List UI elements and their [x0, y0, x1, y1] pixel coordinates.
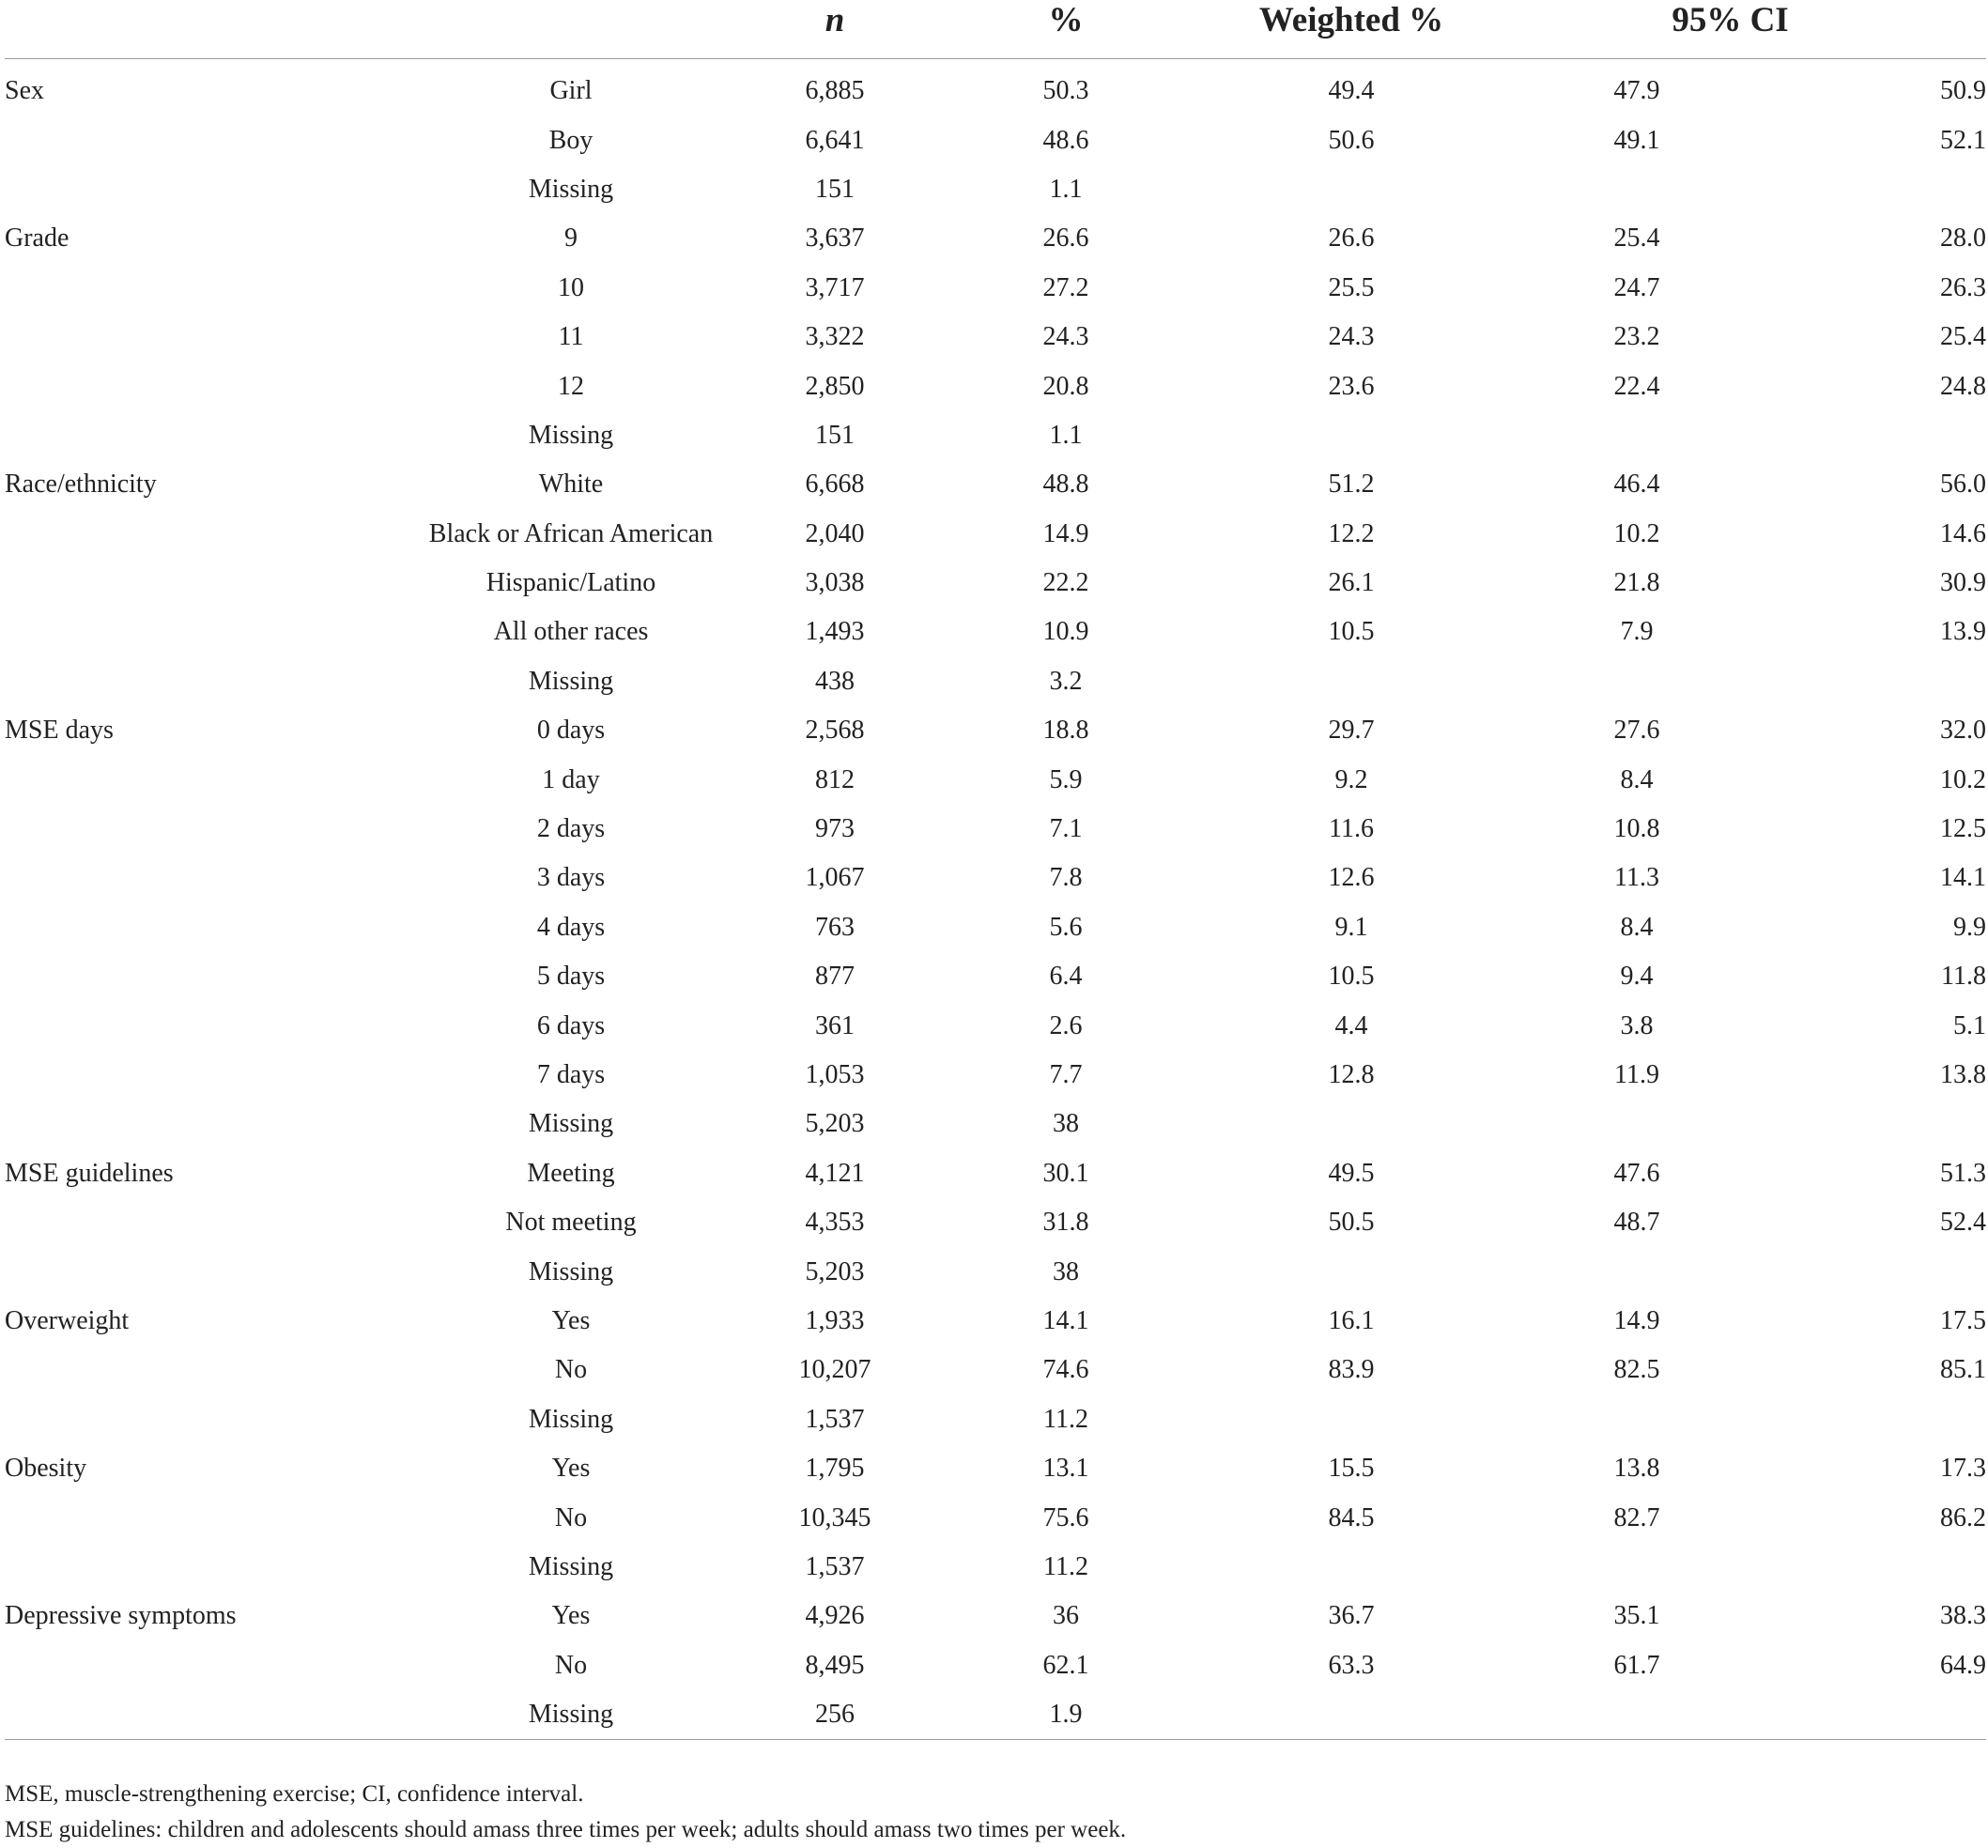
cell-category: 0 days — [536, 716, 606, 746]
cell-variable: Depressive symptoms — [5, 1601, 237, 1631]
cell-n: 151 — [815, 174, 855, 204]
cell-ci-lower: 25.4 — [1613, 223, 1660, 254]
cell-ci-lower: 7.9 — [1620, 617, 1654, 647]
cell-ci-lower — [1474, 657, 1799, 706]
cell-ci-upper — [1799, 1543, 1986, 1592]
cell-percent: 18.8 — [1042, 716, 1089, 746]
cell-variable — [5, 1001, 376, 1050]
cell-percent: 1.1 — [1049, 420, 1083, 450]
table-row — [5, 264, 1986, 313]
table-body — [5, 59, 1986, 1740]
cell-weighted-percent: 15.5 — [1328, 1454, 1375, 1484]
cell-weighted-percent — [1228, 1395, 1474, 1444]
cell-variable — [5, 1051, 376, 1100]
cell-n: 10,345 — [798, 1502, 871, 1532]
cell-category: Yes — [551, 1601, 591, 1631]
cell-variable — [5, 1543, 376, 1592]
cell-weighted-percent: 63.3 — [1328, 1650, 1375, 1680]
cell-weighted-percent — [1228, 165, 1474, 214]
table-row — [5, 805, 1986, 854]
cell-n: 973 — [815, 814, 855, 844]
cell-percent: 24.3 — [1042, 322, 1089, 352]
cell-ci-upper: 17.5 — [1940, 1305, 1986, 1335]
cell-weighted-percent: 36.7 — [1328, 1601, 1375, 1631]
cell-variable — [5, 805, 376, 854]
table-row — [5, 755, 1986, 804]
cell-n: 6,668 — [805, 470, 865, 500]
table-header-row — [5, 0, 1986, 59]
cell-variable — [5, 657, 376, 706]
cell-percent: 7.7 — [1049, 1060, 1083, 1089]
cell-n: 1,053 — [805, 1060, 865, 1089]
cell-category: Missing — [528, 1109, 614, 1139]
cell-weighted-percent: 10.5 — [1328, 617, 1375, 647]
cell-percent: 11.2 — [1043, 1551, 1088, 1581]
cell-weighted-percent: 83.9 — [1328, 1355, 1375, 1385]
cell-variable — [5, 1198, 376, 1247]
cell-percent: 48.8 — [1042, 470, 1089, 500]
cell-category: 12 — [558, 371, 584, 401]
table-row — [5, 952, 1986, 1001]
cell-category: Missing — [528, 1256, 614, 1286]
cell-percent: 50.3 — [1042, 76, 1089, 106]
table-row — [5, 214, 1986, 263]
header-confidence-interval: 95% CI — [1474, 0, 1986, 59]
cell-n: 2,850 — [805, 371, 865, 401]
table-row — [5, 1100, 1986, 1148]
cell-ci-lower — [1474, 1247, 1799, 1296]
cell-ci-lower: 8.4 — [1620, 764, 1654, 794]
table-row — [5, 1444, 1986, 1493]
cell-ci-upper — [1799, 1100, 1986, 1148]
cell-n: 2,568 — [805, 716, 865, 746]
header-percent: % — [903, 0, 1228, 59]
cell-category: Missing — [528, 174, 614, 204]
table-row — [5, 706, 1986, 755]
header-variable — [5, 0, 376, 59]
cell-percent: 30.1 — [1042, 1158, 1089, 1188]
cell-weighted-percent: 11.6 — [1329, 814, 1374, 844]
cell-ci-lower: 3.8 — [1620, 1010, 1654, 1040]
cell-weighted-percent: 23.6 — [1328, 371, 1375, 401]
table-row — [5, 313, 1986, 362]
cell-variable — [5, 510, 376, 559]
spacer-row — [5, 59, 1986, 68]
cell-ci-lower — [1474, 411, 1799, 460]
cell-n: 6,885 — [805, 76, 865, 106]
cell-percent: 14.1 — [1042, 1305, 1089, 1335]
cell-category: 6 days — [536, 1010, 606, 1040]
cell-category: 1 day — [542, 764, 600, 794]
cell-category: Hispanic/Latino — [485, 568, 656, 598]
cell-n: 361 — [815, 1010, 855, 1040]
cell-category: Yes — [551, 1454, 591, 1484]
cell-percent: 27.2 — [1042, 272, 1089, 302]
cell-variable: Obesity — [5, 1454, 87, 1484]
cell-category: No — [554, 1355, 588, 1385]
cell-n: 1,067 — [805, 863, 865, 893]
cell-n: 1,933 — [805, 1305, 865, 1335]
cell-variable: MSE guidelines — [5, 1158, 174, 1188]
cell-n: 2,040 — [805, 518, 865, 548]
table-row — [5, 1149, 1986, 1198]
cell-weighted-percent: 84.5 — [1328, 1502, 1375, 1532]
cell-category: Missing — [376, 1690, 766, 1740]
cell-ci-upper: 38.3 — [1940, 1601, 1986, 1631]
cell-percent: 7.8 — [1049, 863, 1083, 893]
cell-ci-upper: 13.9 — [1940, 617, 1986, 647]
cell-ci-lower: 22.4 — [1613, 371, 1660, 401]
cell-weighted-percent — [1228, 1100, 1474, 1148]
cell-weighted-percent: 12.2 — [1328, 518, 1375, 548]
table-row — [5, 67, 1986, 116]
cell-weighted-percent: 24.3 — [1328, 322, 1375, 352]
cell-ci-upper: 56.0 — [1940, 470, 1986, 500]
cell-n: 4,926 — [805, 1601, 865, 1631]
cell-percent: 3.2 — [1049, 666, 1083, 696]
cell-ci-upper: 14.1 — [1940, 863, 1986, 893]
cell-variable — [5, 1690, 376, 1740]
table-row — [5, 362, 1986, 410]
cell-variable — [5, 1493, 376, 1542]
cell-weighted-percent — [1228, 1543, 1474, 1592]
cell-percent: 74.6 — [1042, 1355, 1089, 1385]
cell-category: Missing — [528, 1404, 614, 1434]
cell-percent: 5.6 — [1049, 912, 1083, 942]
cell-ci-lower: 10.8 — [1613, 814, 1660, 844]
table-row — [5, 1395, 1986, 1444]
cell-n: 877 — [815, 962, 855, 992]
table-row — [5, 1247, 1986, 1296]
cell-percent: 38 — [1053, 1256, 1079, 1286]
cell-ci-upper — [1799, 165, 1986, 214]
cell-ci-lower — [1474, 1543, 1799, 1592]
cell-ci-lower: 47.6 — [1613, 1158, 1660, 1188]
cell-n: 1,795 — [805, 1454, 865, 1484]
cell-category: 2 days — [536, 814, 606, 844]
cell-category: 5 days — [536, 962, 606, 992]
cell-ci-lower: 13.8 — [1613, 1454, 1660, 1484]
cell-ci-upper: 32.0 — [1940, 716, 1986, 746]
cell-weighted-percent: 29.7 — [1328, 716, 1375, 746]
cell-variable — [5, 903, 376, 952]
cell-percent: 48.6 — [1042, 125, 1089, 155]
cell-variable — [5, 608, 376, 656]
cell-ci-upper — [1799, 657, 1986, 706]
cell-variable — [5, 313, 376, 362]
cell-n: 6,641 — [805, 125, 865, 155]
cell-category: 9 — [564, 223, 578, 254]
cell-ci-lower: 46.4 — [1613, 470, 1660, 500]
cell-weighted-percent: 25.5 — [1328, 272, 1375, 302]
header-n: n — [766, 0, 903, 59]
cell-ci-lower: 27.6 — [1613, 716, 1660, 746]
cell-weighted-percent: 49.5 — [1328, 1158, 1375, 1188]
cell-ci-lower: 11.9 — [1614, 1060, 1659, 1089]
cell-category: Not meeting — [505, 1208, 637, 1238]
cell-variable: MSE days — [5, 716, 114, 746]
cell-percent: 14.9 — [1042, 518, 1089, 548]
cell-ci-upper: 28.0 — [1940, 223, 1986, 254]
cell-n: 1,537 — [805, 1551, 865, 1581]
table-row — [5, 1346, 1986, 1394]
table-row — [5, 1198, 1986, 1247]
cell-ci-upper: 85.1 — [1940, 1355, 1986, 1385]
cell-ci-upper: 10.2 — [1940, 764, 1986, 794]
cell-n: 1,493 — [805, 617, 865, 647]
cell-category: 11 — [558, 322, 584, 352]
cell-ci-lower: 61.7 — [1613, 1650, 1660, 1680]
cell-percent: 22.2 — [1042, 568, 1089, 598]
cell-weighted-percent — [1228, 1690, 1474, 1740]
cell-n: 3,038 — [805, 568, 865, 598]
cell-category: No — [554, 1650, 588, 1680]
cell-ci-upper: 86.2 — [1940, 1502, 1986, 1532]
cell-percent: 38 — [1053, 1109, 1079, 1139]
footnote-abbreviations: MSE, muscle-strengthening exercise; CI, confidence interval. — [5, 1781, 584, 1807]
cell-ci-upper: 17.3 — [1940, 1454, 1986, 1484]
cell-ci-lower — [1474, 1100, 1799, 1148]
cell-ci-lower: 47.9 — [1613, 76, 1660, 106]
table-row — [5, 411, 1986, 460]
cell-percent: 31.8 — [1042, 1208, 1089, 1238]
table-row — [5, 510, 1986, 559]
cell-ci-upper: 64.9 — [1940, 1650, 1986, 1680]
table-row — [5, 1001, 1986, 1050]
cell-variable: Race/ethnicity — [5, 470, 157, 500]
cell-ci-upper: 12.5 — [1940, 814, 1986, 844]
cell-category: White — [538, 470, 604, 500]
cell-weighted-percent: 50.6 — [1328, 125, 1375, 155]
table-row — [5, 460, 1986, 509]
cell-weighted-percent: 12.6 — [1328, 863, 1375, 893]
cell-ci-lower: 35.1 — [1613, 1601, 1660, 1631]
cell-weighted-percent — [1228, 1247, 1474, 1296]
cell-variable — [5, 854, 376, 902]
cell-ci-upper: 25.4 — [1940, 322, 1986, 352]
cell-n: 3,322 — [805, 322, 865, 352]
cell-variable: Sex — [5, 76, 44, 106]
cell-weighted-percent: 49.4 — [1328, 76, 1375, 106]
cell-ci-lower: 10.2 — [1613, 518, 1660, 548]
cell-ci-lower: 21.8 — [1613, 568, 1660, 598]
table-row — [5, 1592, 1986, 1640]
cell-ci-upper — [1799, 1247, 1986, 1296]
header-weighted-percent: Weighted % — [1228, 0, 1474, 59]
cell-variable — [5, 411, 376, 460]
table-row — [5, 1051, 1986, 1100]
cell-ci-lower: 82.5 — [1613, 1355, 1660, 1385]
table-row — [5, 116, 1986, 164]
cell-ci-lower: 48.7 — [1613, 1208, 1660, 1238]
cell-variable — [5, 362, 376, 410]
table-row — [5, 1297, 1986, 1346]
cell-n: 10,207 — [798, 1355, 871, 1385]
cell-n: 3,637 — [805, 223, 865, 254]
cell-variable — [5, 952, 376, 1001]
cell-category: All other races — [493, 617, 649, 647]
cell-category: Missing — [528, 666, 614, 696]
cell-ci-upper: 52.1 — [1940, 125, 1986, 155]
cell-percent: 7.1 — [1049, 814, 1083, 844]
cell-weighted-percent: 51.2 — [1328, 470, 1375, 500]
cell-ci-upper: 14.6 — [1940, 518, 1986, 548]
cell-weighted-percent: 10.5 — [1328, 962, 1375, 992]
data-table-container — [5, 0, 1986, 1740]
cell-ci-lower — [1474, 1395, 1799, 1444]
cell-weighted-percent: 9.1 — [1334, 912, 1368, 942]
cell-weighted-percent: 26.1 — [1328, 568, 1375, 598]
cell-percent: 13.1 — [1042, 1454, 1089, 1484]
cell-n: 438 — [815, 666, 855, 696]
cell-variable — [5, 755, 376, 804]
cell-ci-lower: 8.4 — [1620, 912, 1654, 942]
footnote-guidelines: MSE guidelines: children and adolescents should amass three times per week; adults should amass two times per week. — [5, 1817, 1127, 1842]
cell-ci-upper: 24.8 — [1940, 371, 1986, 401]
cell-n: 812 — [815, 764, 855, 794]
table-row — [5, 165, 1986, 214]
cell-category: Yes — [551, 1305, 591, 1335]
cell-ci-lower: 23.2 — [1613, 322, 1660, 352]
table-row — [5, 1543, 1986, 1592]
cell-percent: 1.9 — [903, 1690, 1228, 1740]
cell-ci-upper: 52.4 — [1940, 1208, 1986, 1238]
cell-percent: 20.8 — [1042, 371, 1089, 401]
cell-variable: Overweight — [5, 1305, 130, 1335]
cell-ci-lower — [1474, 165, 1799, 214]
cell-ci-upper: 51.3 — [1940, 1158, 1986, 1188]
cell-percent: 62.1 — [1042, 1650, 1089, 1680]
cell-weighted-percent: 16.1 — [1328, 1305, 1375, 1335]
cell-category: 10 — [558, 272, 584, 302]
cell-ci-upper: 26.3 — [1940, 272, 1986, 302]
cell-variable — [5, 1346, 376, 1394]
cell-ci-upper: 5.1 — [1953, 1010, 1986, 1040]
cell-n: 4,353 — [805, 1208, 865, 1238]
cell-weighted-percent: 26.6 — [1328, 223, 1375, 254]
cell-category: No — [554, 1502, 588, 1532]
cell-variable — [5, 1247, 376, 1296]
cell-percent: 26.6 — [1042, 223, 1089, 254]
cell-ci-lower: 14.9 — [1613, 1305, 1660, 1335]
cell-variable — [5, 264, 376, 313]
table-row — [5, 559, 1986, 608]
cell-variable — [5, 116, 376, 164]
cell-n: 5,203 — [805, 1256, 865, 1286]
cell-n: 1,537 — [805, 1404, 865, 1434]
cell-percent: 2.6 — [1049, 1010, 1083, 1040]
cell-ci-upper: 50.9 — [1940, 76, 1986, 106]
cell-ci-upper: 11.8 — [1941, 962, 1986, 992]
table-row — [5, 1641, 1986, 1690]
cell-ci-upper: 30.9 — [1940, 568, 1986, 598]
table-row — [5, 1690, 1986, 1740]
cell-variable — [5, 1641, 376, 1690]
cell-n: 256 — [766, 1690, 903, 1740]
cell-ci-lower: 82.7 — [1613, 1502, 1660, 1532]
cell-variable — [5, 1395, 376, 1444]
cell-n: 763 — [815, 912, 855, 942]
cell-weighted-percent: 4.4 — [1334, 1010, 1368, 1040]
cell-n: 3,717 — [805, 272, 865, 302]
cell-n: 8,495 — [805, 1650, 865, 1680]
cell-weighted-percent: 12.8 — [1328, 1060, 1375, 1089]
header-category — [376, 0, 766, 59]
cell-category: Missing — [528, 420, 614, 450]
cell-variable — [5, 1100, 376, 1148]
cell-category: Black or African American — [428, 518, 714, 548]
table-row — [5, 854, 1986, 902]
spacer-cell — [5, 59, 1986, 68]
table-row — [5, 1493, 1986, 1542]
table-row — [5, 608, 1986, 656]
cell-category: Missing — [528, 1551, 614, 1581]
cell-n: 5,203 — [805, 1109, 865, 1139]
cell-percent: 6.4 — [1049, 962, 1083, 992]
cell-percent: 10.9 — [1042, 617, 1089, 647]
table-footnotes — [5, 1777, 1126, 1848]
cell-ci-upper — [1799, 411, 1986, 460]
cell-weighted-percent — [1228, 411, 1474, 460]
cell-category: Meeting — [527, 1158, 615, 1188]
cell-ci-upper: 9.9 — [1953, 912, 1986, 942]
cell-ci-lower: 11.3 — [1614, 863, 1659, 893]
cell-ci-lower: 24.7 — [1613, 272, 1660, 302]
cell-ci-lower: 49.1 — [1613, 125, 1660, 155]
cell-category: 7 days — [536, 1060, 606, 1089]
cell-category: Boy — [548, 125, 593, 155]
table-row — [5, 903, 1986, 952]
descriptive-statistics-table — [5, 0, 1986, 1740]
cell-n: 151 — [815, 420, 855, 450]
cell-variable — [5, 165, 376, 214]
cell-weighted-percent: 50.5 — [1328, 1208, 1375, 1238]
cell-variable: Grade — [5, 223, 69, 254]
cell-ci-lower: 9.4 — [1620, 962, 1654, 992]
cell-ci-upper — [1799, 1690, 1986, 1740]
cell-ci-upper — [1799, 1395, 1986, 1444]
cell-ci-upper: 13.8 — [1940, 1060, 1986, 1089]
cell-percent: 36 — [1053, 1601, 1079, 1631]
cell-weighted-percent — [1228, 657, 1474, 706]
cell-percent: 5.9 — [1049, 764, 1083, 794]
cell-percent: 75.6 — [1042, 1502, 1089, 1532]
cell-percent: 11.2 — [1043, 1404, 1088, 1434]
cell-category: 3 days — [536, 863, 606, 893]
cell-category: Girl — [549, 76, 593, 106]
cell-variable — [5, 559, 376, 608]
cell-n: 4,121 — [805, 1158, 865, 1188]
cell-percent: 1.1 — [1049, 174, 1083, 204]
cell-weighted-percent: 9.2 — [1334, 764, 1368, 794]
table-row — [5, 657, 1986, 706]
cell-ci-lower — [1474, 1690, 1799, 1740]
cell-category: 4 days — [536, 912, 606, 942]
